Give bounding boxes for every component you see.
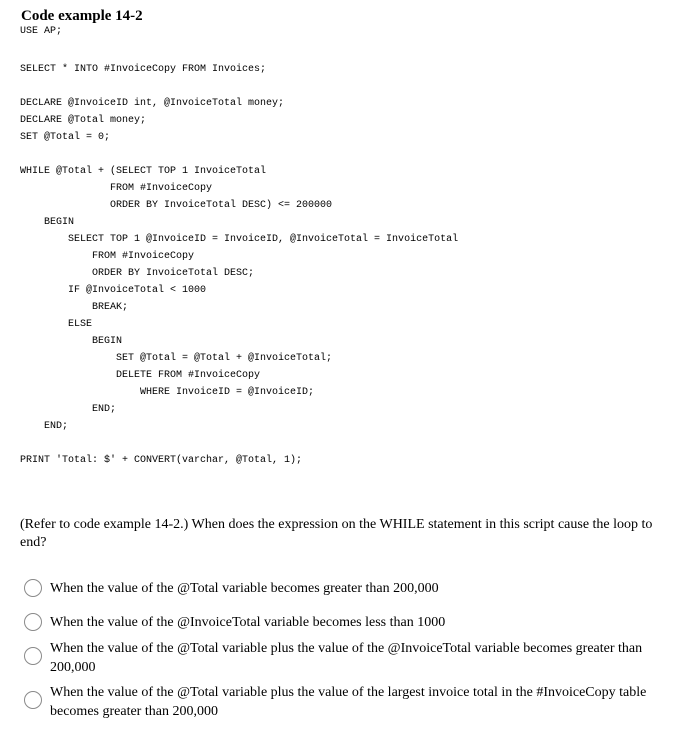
- code-line: SET @Total = @Total + @InvoiceTotal;: [20, 353, 333, 364]
- question-text: (Refer to code example 14-2.) When does the expression on the WHILE statement in this script cause the loop to end?: [20, 517, 653, 550]
- code-line: WHERE InvoiceID = @InvoiceID;: [20, 387, 315, 398]
- code-line: ORDER BY InvoiceTotal DESC;: [20, 268, 255, 279]
- code-line: BEGIN: [20, 217, 75, 228]
- code-line: FROM #InvoiceCopy: [20, 183, 213, 194]
- radio-button[interactable]: [24, 613, 42, 631]
- code-line: WHILE @Total + (SELECT TOP 1 InvoiceTotal: [20, 166, 267, 177]
- code-line: IF @InvoiceTotal < 1000: [20, 285, 207, 296]
- code-line: BREAK;: [20, 302, 129, 313]
- code-line: END;: [20, 421, 69, 432]
- answer-option-label: When the value of the @Total variable plus the value of the largest invoice total in the #InvoiceCopy table becomes greater than 200,000: [50, 685, 647, 719]
- answer-option[interactable]: [24, 683, 664, 721]
- answer-option-label: When the value of the @InvoiceTotal variable becomes less than 1000: [50, 615, 446, 630]
- radio-button[interactable]: [24, 579, 42, 597]
- radio-button[interactable]: [24, 647, 42, 665]
- code-line: DECLARE @InvoiceID int, @InvoiceTotal money;: [20, 98, 285, 109]
- answer-option[interactable]: [24, 579, 664, 598]
- code-line: ELSE: [20, 319, 93, 330]
- code-line: USE AP;: [20, 26, 63, 37]
- code-line: SELECT * INTO #InvoiceCopy FROM Invoices;: [20, 64, 267, 75]
- code-example-title: Code example 14-2: [21, 8, 143, 24]
- code-line: PRINT 'Total: $' + CONVERT(varchar, @Total, 1);: [20, 455, 303, 466]
- code-line: DECLARE @Total money;: [20, 115, 147, 126]
- code-line: ORDER BY InvoiceTotal DESC) <= 200000: [20, 200, 333, 211]
- code-line: FROM #InvoiceCopy: [20, 251, 195, 262]
- answer-option-label: When the value of the @Total variable becomes greater than 200,000: [50, 581, 439, 596]
- radio-button[interactable]: [24, 691, 42, 709]
- code-line: END;: [20, 404, 117, 415]
- answer-option[interactable]: [24, 639, 664, 677]
- answer-option-label: When the value of the @Total variable plus the value of the @InvoiceTotal variable becomes greater than 200,000: [50, 641, 643, 675]
- code-line: DELETE FROM #InvoiceCopy: [20, 370, 261, 381]
- code-line: BEGIN: [20, 336, 123, 347]
- code-line: SET @Total = 0;: [20, 132, 111, 143]
- answer-option[interactable]: [24, 613, 664, 632]
- code-line: SELECT TOP 1 @InvoiceID = InvoiceID, @InvoiceTotal = InvoiceTotal: [20, 234, 459, 245]
